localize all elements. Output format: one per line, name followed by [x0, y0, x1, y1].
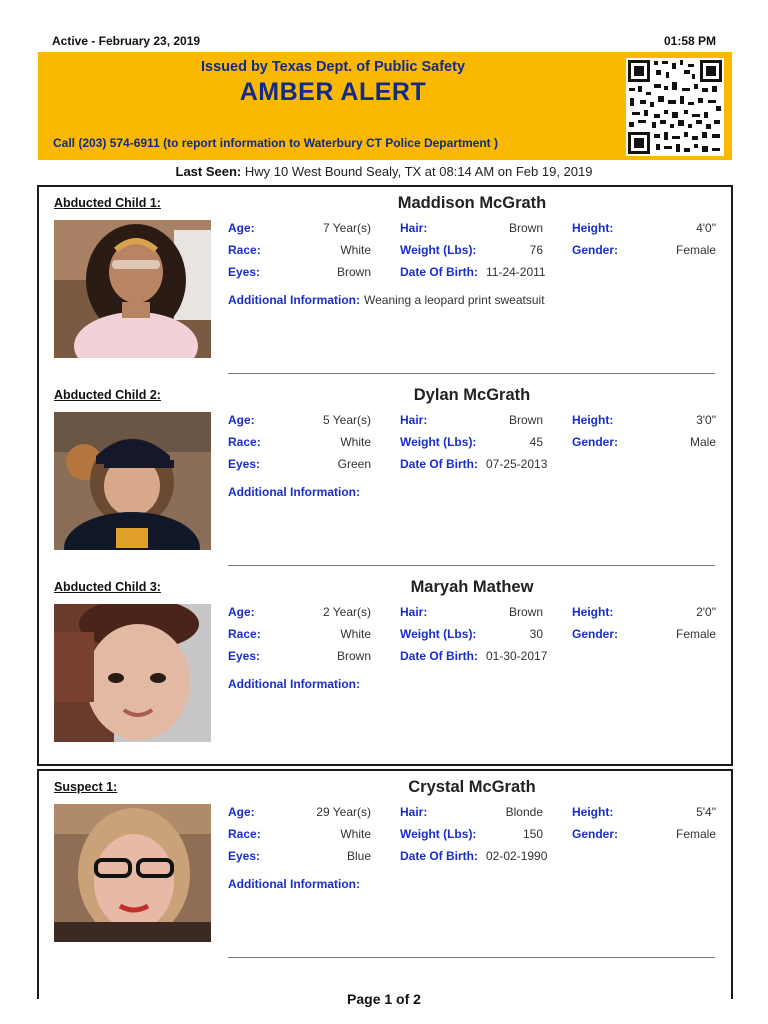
- additional-info: [228, 293, 545, 307]
- hair-label: Hair:: [400, 221, 428, 235]
- age-label: Age:: [228, 221, 255, 235]
- child-photo: [54, 412, 211, 550]
- suspect-entry: [39, 771, 731, 963]
- eyes-label: Eyes:: [228, 265, 261, 279]
- height-value: 5'4": [696, 805, 716, 819]
- eyes-value: Blue: [346, 849, 371, 863]
- additional-info: [228, 485, 364, 499]
- child-photo: [54, 604, 211, 742]
- child-details: [228, 605, 718, 671]
- race-value: White: [340, 627, 371, 641]
- eyes-value: Green: [337, 457, 371, 471]
- race-label: Race:: [228, 435, 261, 449]
- gender-value: Male: [689, 435, 716, 449]
- amber-alert-banner: [38, 52, 732, 160]
- gender-value: Female: [675, 627, 716, 641]
- suspect-photo: [54, 804, 211, 942]
- weight-value: 45: [529, 435, 543, 449]
- child-details: [228, 221, 718, 287]
- gender-value: Female: [675, 243, 716, 257]
- gender-label: Gender:: [572, 243, 619, 257]
- additional-info-label: Additional Information:: [228, 485, 360, 499]
- age-value: 2 Year(s): [322, 605, 371, 619]
- additional-info: [228, 877, 364, 891]
- child-entry: [39, 187, 731, 379]
- weight-label: Weight (Lbs):: [400, 435, 477, 449]
- age-value: 29 Year(s): [316, 805, 371, 819]
- hair-value: Brown: [508, 605, 543, 619]
- additional-info: [228, 677, 364, 691]
- dob-value: 02-02-1990: [486, 849, 548, 863]
- race-label: Race:: [228, 627, 261, 641]
- child-entry: [39, 379, 731, 571]
- dob-label: Date Of Birth:: [400, 265, 478, 279]
- weight-value: 30: [529, 627, 543, 641]
- alert-title: AMBER ALERT: [239, 78, 427, 106]
- height-value: 3'0": [696, 413, 716, 427]
- race-value: White: [340, 243, 371, 257]
- issuer-text: Issued by Texas Dept. of Public Safety: [200, 59, 466, 75]
- age-label: Age:: [228, 413, 255, 427]
- suspect-name: Crystal McGrath: [408, 778, 536, 796]
- call-to-report-text: Call (203) 574-6911 (to report information to Waterbury CT Police Department ): [53, 136, 498, 150]
- age-label: Age:: [228, 605, 255, 619]
- additional-info-label: Additional Information:: [228, 877, 360, 891]
- hair-value: Brown: [508, 221, 543, 235]
- hair-label: Hair:: [400, 413, 428, 427]
- height-label: Height:: [572, 805, 614, 819]
- additional-info-label: Additional Information:: [228, 677, 360, 691]
- alert-time: 01:58 PM: [663, 34, 716, 48]
- top-bar: [52, 34, 716, 50]
- entry-divider: [228, 957, 715, 958]
- weight-label: Weight (Lbs):: [400, 827, 477, 841]
- child-name: Maddison McGrath: [397, 194, 547, 212]
- suspects-panel: [37, 769, 733, 999]
- gender-label: Gender:: [572, 827, 619, 841]
- gender-label: Gender:: [572, 435, 619, 449]
- eyes-label: Eyes:: [228, 649, 261, 663]
- child-tag: Abducted Child 3:: [54, 580, 161, 594]
- entry-divider: [228, 373, 715, 374]
- last-seen-line: [0, 164, 768, 179]
- weight-value: 150: [522, 827, 543, 841]
- eyes-label: Eyes:: [228, 849, 261, 863]
- child-tag: Abducted Child 1:: [54, 196, 161, 210]
- eyes-value: Brown: [336, 649, 371, 663]
- dob-value: 01-30-2017: [486, 649, 548, 663]
- abducted-children-panel: [37, 185, 733, 766]
- suspect-details: [228, 805, 718, 871]
- dob-label: Date Of Birth:: [400, 457, 478, 471]
- race-label: Race:: [228, 243, 261, 257]
- age-label: Age:: [228, 805, 255, 819]
- weight-label: Weight (Lbs):: [400, 627, 477, 641]
- race-value: White: [340, 435, 371, 449]
- weight-value: 76: [529, 243, 543, 257]
- height-label: Height:: [572, 221, 614, 235]
- additional-info-label: Additional Information:: [228, 293, 360, 307]
- hair-label: Hair:: [400, 805, 428, 819]
- hair-value: Brown: [508, 413, 543, 427]
- dob-value: 07-25-2013: [486, 457, 548, 471]
- child-photo: [54, 220, 211, 358]
- gender-label: Gender:: [572, 627, 619, 641]
- age-value: 7 Year(s): [322, 221, 371, 235]
- eyes-label: Eyes:: [228, 457, 261, 471]
- last-seen-label: Last Seen:: [175, 164, 242, 179]
- dob-label: Date Of Birth:: [400, 849, 478, 863]
- eyes-value: Brown: [336, 265, 371, 279]
- height-label: Height:: [572, 413, 614, 427]
- qr-code-icon[interactable]: [626, 58, 724, 156]
- alert-status: Active - February 23, 2019: [52, 34, 201, 48]
- additional-info-value: Weaning a leopard print sweatsuit: [363, 293, 545, 307]
- race-label: Race:: [228, 827, 261, 841]
- weight-label: Weight (Lbs):: [400, 243, 477, 257]
- height-value: 2'0": [696, 605, 716, 619]
- dob-label: Date Of Birth:: [400, 649, 478, 663]
- hair-value: Blonde: [505, 805, 543, 819]
- race-value: White: [340, 827, 371, 841]
- child-details: [228, 413, 718, 479]
- suspect-tag: Suspect 1:: [54, 780, 118, 794]
- child-name: Maryah Mathew: [410, 578, 534, 596]
- child-tag: Abducted Child 2:: [54, 388, 161, 402]
- entry-divider: [228, 565, 715, 566]
- child-entry: [39, 571, 731, 763]
- page-number: Page 1 of 2: [347, 991, 421, 1007]
- last-seen-text: Hwy 10 West Bound Sealy, TX at 08:14 AM on Feb 19, 2019: [244, 164, 593, 179]
- dob-value: 11-24-2011: [486, 265, 546, 279]
- age-value: 5 Year(s): [322, 413, 371, 427]
- height-value: 4'0": [696, 221, 716, 235]
- hair-label: Hair:: [400, 605, 428, 619]
- gender-value: Female: [675, 827, 716, 841]
- child-name: Dylan McGrath: [413, 386, 531, 404]
- height-label: Height:: [572, 605, 614, 619]
